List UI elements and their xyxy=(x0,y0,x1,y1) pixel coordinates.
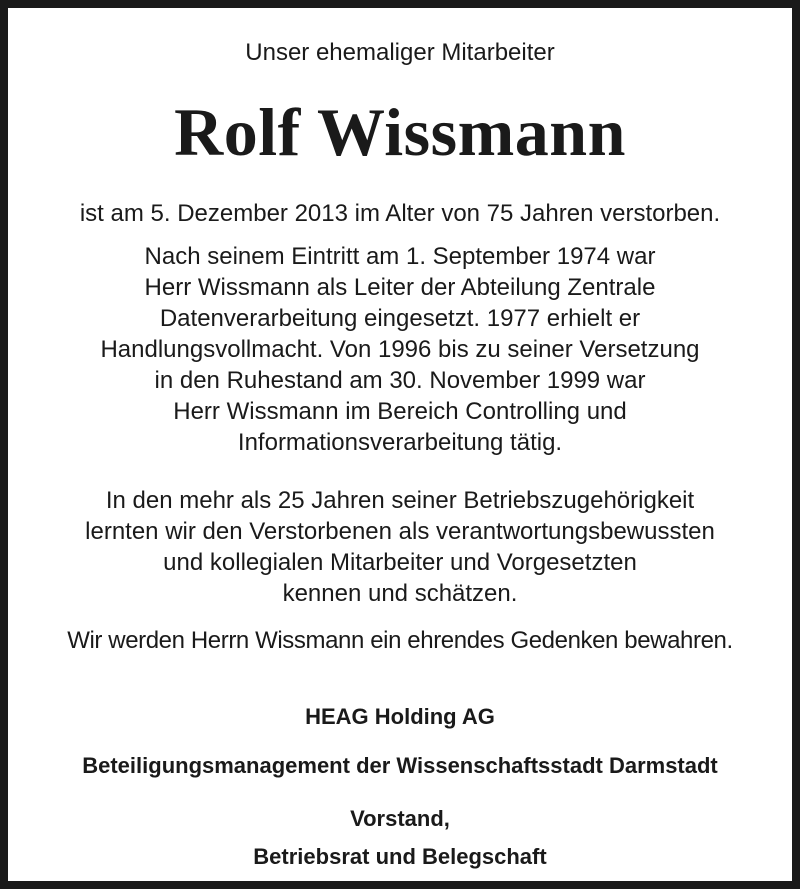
career-line: in den Ruhestand am 30. November 1999 war xyxy=(154,367,646,394)
career-line: Informationsverarbeitung tätig. xyxy=(237,429,563,456)
tribute-line: und kollegialen Mitarbeiter und Vorgesetzten xyxy=(163,549,637,576)
career-line: Handlungsvollmacht. Von 1996 bis zu seiner Versetzung xyxy=(100,336,700,363)
deceased-name: Rolf Wissmann xyxy=(174,94,626,170)
career-line: Datenverarbeitung eingesetzt. 1977 erhielt er xyxy=(159,305,641,332)
career-line: Herr Wissmann im Bereich Controlling und xyxy=(173,398,627,425)
tribute-line: In den mehr als 25 Jahren seiner Betriebszugehörigkeit xyxy=(105,487,695,514)
closing-line: Wir werden Herrn Wissmann ein ehrendes Gedenken bewahren. xyxy=(67,627,733,654)
career-paragraph xyxy=(8,241,792,458)
company-name: HEAG Holding AG xyxy=(305,704,495,729)
career-line: Herr Wissmann als Leiter der Abteilung Zentrale xyxy=(144,274,656,301)
closing-paragraph xyxy=(8,625,792,656)
signer-line: Betriebsrat und Belegschaft xyxy=(253,844,547,869)
career-line: Nach seinem Eintritt am 1. September 1974 war xyxy=(144,243,656,270)
signer-line: Vorstand, xyxy=(350,806,450,831)
death-announcement xyxy=(8,198,792,229)
death-line: ist am 5. Dezember 2013 im Alter von 75 Jahren verstorben. xyxy=(79,200,721,227)
intro-line: Unser ehemaliger Mitarbeiter xyxy=(245,39,555,66)
company-description: Beteiligungsmanagement der Wissenschaftsstadt Darmstadt xyxy=(82,753,718,778)
tribute-paragraph xyxy=(8,485,792,609)
tribute-line: kennen und schätzen. xyxy=(282,580,518,607)
signers-block xyxy=(8,800,792,876)
tribute-line: lernten wir den Verstorbenen als verantwortungsbewussten xyxy=(85,518,715,545)
